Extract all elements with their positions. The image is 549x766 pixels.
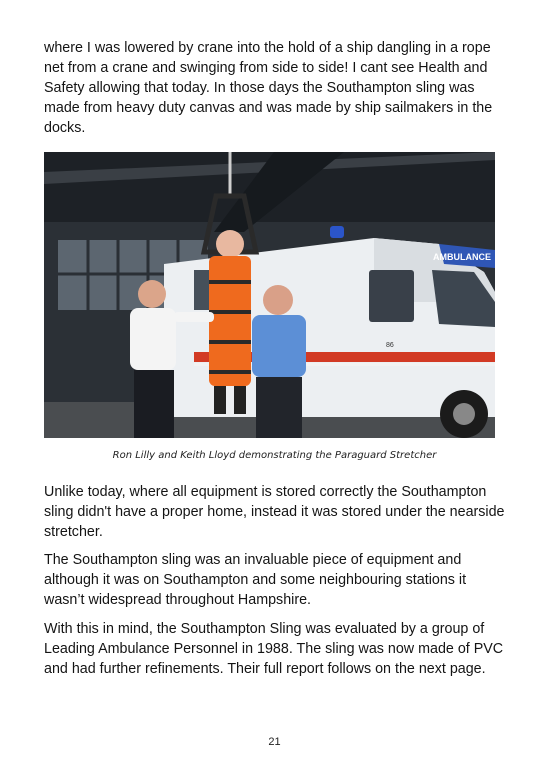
body-paragraph-1: where I was lowered by crane into the hold of a ship dangling in a rope net from a crane and swinging from side to side! I cant see Health and Safety allowing that today. In those days the Southampton sling was made from heavy duty canvas and was made by ship sailmakers in the docks. xyxy=(44,40,493,136)
photo-paraguard-stretcher-demo xyxy=(44,152,495,438)
body-paragraph-2: Unlike today, where all equipment is stored correctly the Southampton sling didn't have a proper home, instead it was stored under the nearside stretcher. xyxy=(44,484,505,540)
vehicle-number: 86 xyxy=(386,342,394,349)
body-paragraph-3: The Southampton sling was an invaluable piece of equipment and although it was on Southampton and some neighbouring stations it wasn’t widespread throughout Hampshire. xyxy=(44,552,467,608)
page-number: 21 xyxy=(268,736,281,748)
vehicle-roof-sign: AMBULANCE xyxy=(433,252,491,262)
body-paragraph-4: With this in mind, the Southampton Sling was evaluated by a group of Leading Ambulance Personnel in 1988. The sling was now made of PVC and had further refinements. Their full report follows on the next page. xyxy=(44,621,504,677)
photo-caption: Ron Lilly and Keith Lloyd demonstrating the Paraguard Stretcher xyxy=(112,450,437,461)
